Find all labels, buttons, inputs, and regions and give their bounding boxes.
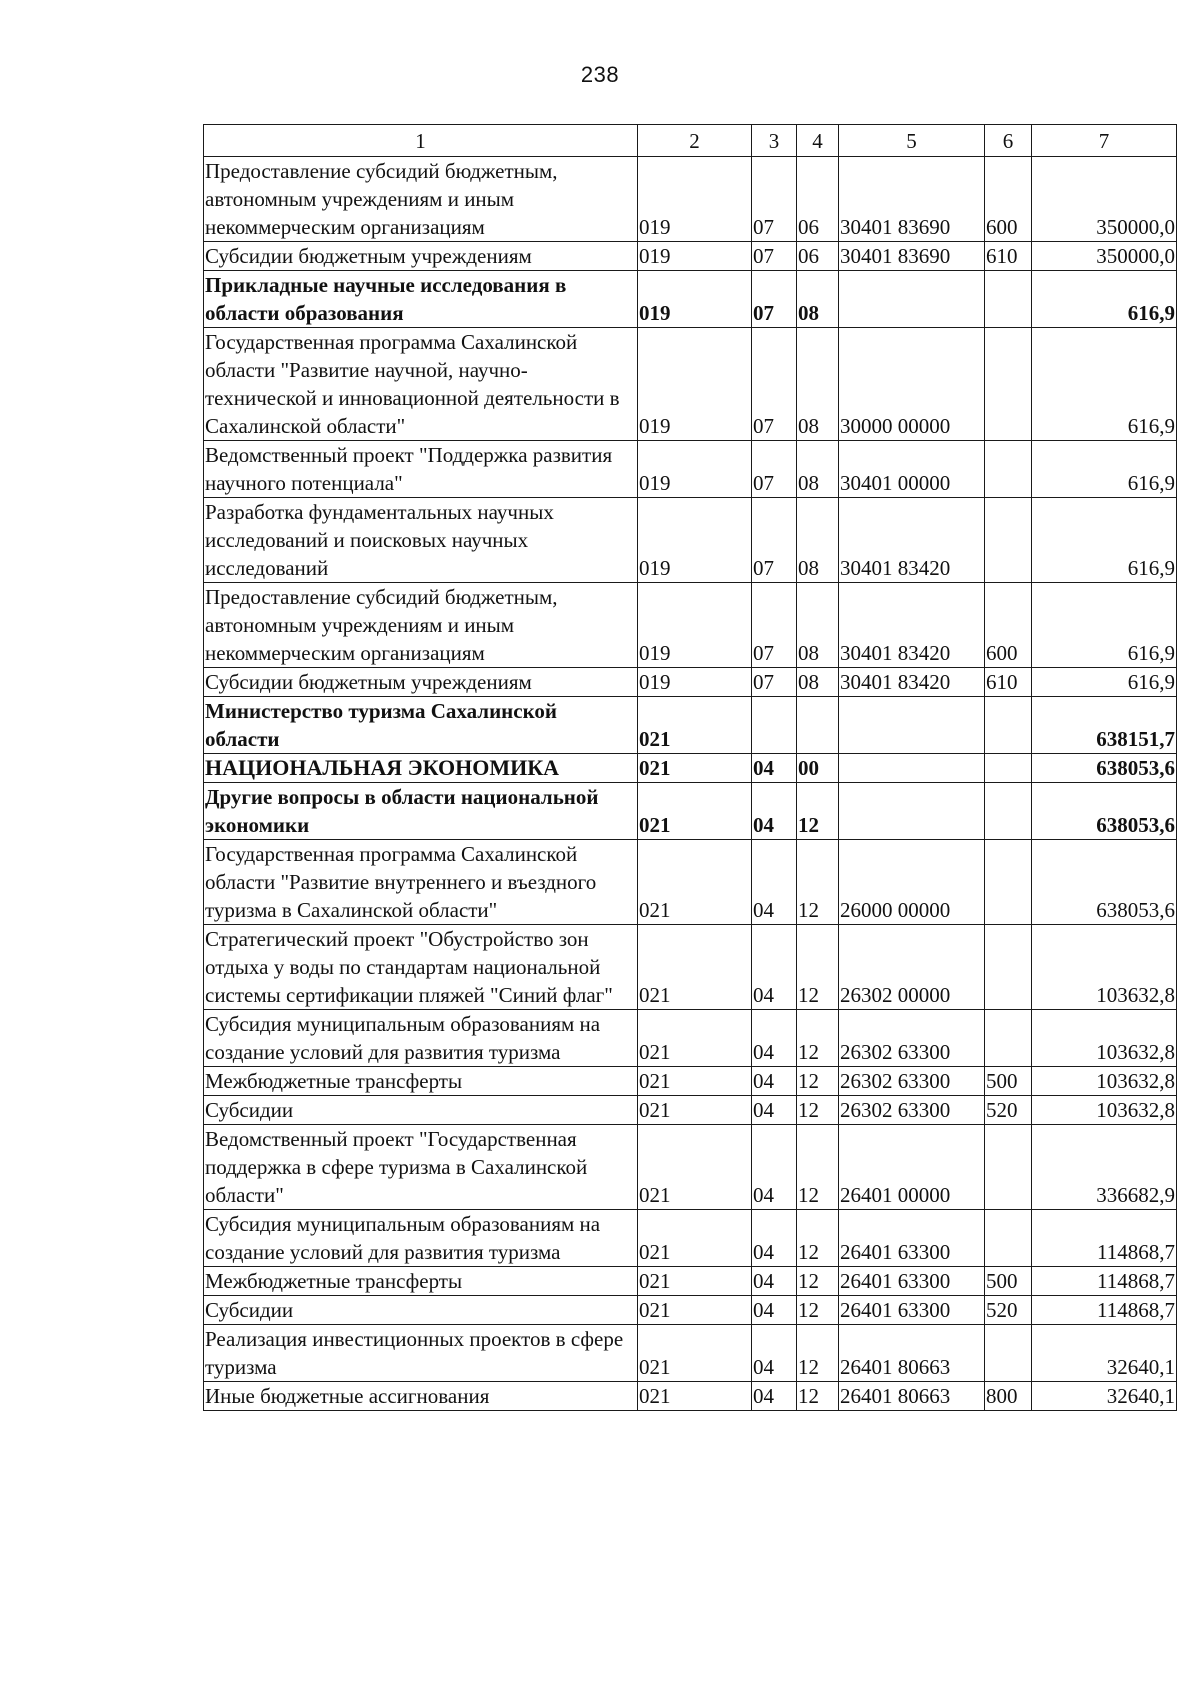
table-row bbox=[204, 1010, 1177, 1067]
row-ministry-code-cell: 021 bbox=[638, 783, 752, 840]
row-section-cell: 04 bbox=[752, 1325, 797, 1382]
header-col-2: 2 bbox=[638, 125, 752, 157]
row-amount-cell: 32640,1 bbox=[1032, 1382, 1177, 1411]
table-row bbox=[204, 1210, 1177, 1267]
row-name-cell: Субсидия муниципальным образованиям на создание условий для развития туризма bbox=[204, 1210, 638, 1267]
row-subsection-cell: 12 bbox=[797, 1010, 839, 1067]
row-amount-cell: 616,9 bbox=[1032, 441, 1177, 498]
row-subsection-cell: 12 bbox=[797, 1210, 839, 1267]
row-target-article-cell: 26302 63300 bbox=[839, 1067, 985, 1096]
row-ministry-code-cell: 019 bbox=[638, 242, 752, 271]
table-row bbox=[204, 498, 1177, 583]
table-row bbox=[204, 1267, 1177, 1296]
row-ministry-code-cell: 019 bbox=[638, 157, 752, 242]
header-col-5: 5 bbox=[839, 125, 985, 157]
row-section-cell: 04 bbox=[752, 840, 797, 925]
row-name-cell: Министерство туризма Сахалинской области bbox=[204, 697, 638, 754]
row-target-article-cell: 30401 83420 bbox=[839, 583, 985, 668]
row-name-cell: Другие вопросы в области национальной экономики bbox=[204, 783, 638, 840]
row-ministry-code-cell: 019 bbox=[638, 441, 752, 498]
row-amount-cell: 114868,7 bbox=[1032, 1296, 1177, 1325]
row-amount-cell: 638053,6 bbox=[1032, 840, 1177, 925]
row-name-cell: Предоставление субсидий бюджетным, автономным учреждениям и иным некоммерческим организациям bbox=[204, 157, 638, 242]
row-section-cell: 04 bbox=[752, 1210, 797, 1267]
row-subsection-cell: 06 bbox=[797, 157, 839, 242]
row-expense-type-cell: 500 bbox=[985, 1067, 1032, 1096]
row-expense-type-cell bbox=[985, 840, 1032, 925]
row-section-cell: 07 bbox=[752, 242, 797, 271]
row-amount-cell: 616,9 bbox=[1032, 271, 1177, 328]
row-amount-cell: 103632,8 bbox=[1032, 1067, 1177, 1096]
row-target-article-cell: 26401 63300 bbox=[839, 1210, 985, 1267]
row-ministry-code-cell: 021 bbox=[638, 1325, 752, 1382]
table-row bbox=[204, 1382, 1177, 1411]
table-row bbox=[204, 441, 1177, 498]
table-row bbox=[204, 1125, 1177, 1210]
row-expense-type-cell bbox=[985, 1325, 1032, 1382]
row-subsection-cell: 08 bbox=[797, 271, 839, 328]
row-section-cell: 04 bbox=[752, 1096, 797, 1125]
row-name-cell: Прикладные научные исследования в области образования bbox=[204, 271, 638, 328]
row-name-cell: Субсидии bbox=[204, 1096, 638, 1125]
table-row bbox=[204, 157, 1177, 242]
row-ministry-code-cell: 021 bbox=[638, 1267, 752, 1296]
row-subsection-cell: 08 bbox=[797, 583, 839, 668]
row-subsection-cell: 12 bbox=[797, 840, 839, 925]
header-col-6: 6 bbox=[985, 125, 1032, 157]
row-name-cell: Субсидия муниципальным образованиям на создание условий для развития туризма bbox=[204, 1010, 638, 1067]
row-expense-type-cell bbox=[985, 1125, 1032, 1210]
row-section-cell: 07 bbox=[752, 157, 797, 242]
table-row bbox=[204, 668, 1177, 697]
row-subsection-cell: 12 bbox=[797, 1067, 839, 1096]
row-subsection-cell: 08 bbox=[797, 498, 839, 583]
row-amount-cell: 616,9 bbox=[1032, 498, 1177, 583]
row-section-cell: 04 bbox=[752, 1067, 797, 1096]
row-name-cell: Стратегический проект "Обустройство зон отдыха у воды по стандартам национальной системы сертификации пляжей "Синий флаг" bbox=[204, 925, 638, 1010]
row-target-article-cell: 26401 63300 bbox=[839, 1296, 985, 1325]
row-name-cell: Субсидии bbox=[204, 1296, 638, 1325]
row-subsection-cell: 12 bbox=[797, 1125, 839, 1210]
row-target-article-cell: 26401 80663 bbox=[839, 1382, 985, 1411]
table-row bbox=[204, 925, 1177, 1010]
row-expense-type-cell: 600 bbox=[985, 157, 1032, 242]
row-ministry-code-cell: 021 bbox=[638, 754, 752, 783]
row-name-cell: Межбюджетные трансферты bbox=[204, 1067, 638, 1096]
row-section-cell: 04 bbox=[752, 1125, 797, 1210]
row-target-article-cell: 30401 83420 bbox=[839, 668, 985, 697]
row-target-article-cell: 30401 83690 bbox=[839, 157, 985, 242]
row-amount-cell: 616,9 bbox=[1032, 328, 1177, 441]
table-row bbox=[204, 783, 1177, 840]
table-row bbox=[204, 583, 1177, 668]
row-expense-type-cell: 520 bbox=[985, 1296, 1032, 1325]
row-expense-type-cell bbox=[985, 498, 1032, 583]
row-target-article-cell: 26401 63300 bbox=[839, 1267, 985, 1296]
table-row bbox=[204, 697, 1177, 754]
table-row bbox=[204, 1067, 1177, 1096]
row-section-cell: 04 bbox=[752, 1010, 797, 1067]
row-expense-type-cell bbox=[985, 271, 1032, 328]
row-section-cell: 07 bbox=[752, 583, 797, 668]
row-amount-cell: 336682,9 bbox=[1032, 1125, 1177, 1210]
row-target-article-cell: 26000 00000 bbox=[839, 840, 985, 925]
row-subsection-cell: 08 bbox=[797, 328, 839, 441]
table-row bbox=[204, 840, 1177, 925]
row-amount-cell: 616,9 bbox=[1032, 668, 1177, 697]
row-amount-cell: 638053,6 bbox=[1032, 783, 1177, 840]
row-target-article-cell: 30401 83420 bbox=[839, 498, 985, 583]
row-name-cell: Ведомственный проект "Государственная поддержка в сфере туризма в Сахалинской области" bbox=[204, 1125, 638, 1210]
row-amount-cell: 350000,0 bbox=[1032, 157, 1177, 242]
header-col-4: 4 bbox=[797, 125, 839, 157]
row-name-cell: Субсидии бюджетным учреждениям bbox=[204, 668, 638, 697]
row-expense-type-cell bbox=[985, 754, 1032, 783]
table-row bbox=[204, 754, 1177, 783]
row-expense-type-cell: 600 bbox=[985, 583, 1032, 668]
table-header bbox=[204, 125, 1177, 157]
row-name-cell: Реализация инвестиционных проектов в сфере туризма bbox=[204, 1325, 638, 1382]
row-ministry-code-cell: 019 bbox=[638, 498, 752, 583]
table-row bbox=[204, 1296, 1177, 1325]
row-target-article-cell: 26302 63300 bbox=[839, 1010, 985, 1067]
table-row bbox=[204, 242, 1177, 271]
row-subsection-cell: 12 bbox=[797, 1096, 839, 1125]
row-section-cell: 07 bbox=[752, 328, 797, 441]
row-ministry-code-cell: 021 bbox=[638, 1296, 752, 1325]
row-ministry-code-cell: 019 bbox=[638, 271, 752, 328]
table-row bbox=[204, 1325, 1177, 1382]
row-name-cell: Межбюджетные трансферты bbox=[204, 1267, 638, 1296]
row-expense-type-cell: 800 bbox=[985, 1382, 1032, 1411]
row-subsection-cell: 12 bbox=[797, 1296, 839, 1325]
row-ministry-code-cell: 021 bbox=[638, 1010, 752, 1067]
row-expense-type-cell bbox=[985, 925, 1032, 1010]
row-target-article-cell: 30000 00000 bbox=[839, 328, 985, 441]
row-target-article-cell bbox=[839, 697, 985, 754]
header-col-3: 3 bbox=[752, 125, 797, 157]
row-ministry-code-cell: 021 bbox=[638, 1096, 752, 1125]
row-ministry-code-cell: 021 bbox=[638, 1067, 752, 1096]
row-expense-type-cell bbox=[985, 1010, 1032, 1067]
row-expense-type-cell: 610 bbox=[985, 242, 1032, 271]
row-expense-type-cell: 610 bbox=[985, 668, 1032, 697]
row-amount-cell: 638053,6 bbox=[1032, 754, 1177, 783]
table-body bbox=[204, 157, 1177, 1411]
row-ministry-code-cell: 021 bbox=[638, 1382, 752, 1411]
header-col-7: 7 bbox=[1032, 125, 1177, 157]
row-name-cell: Ведомственный проект "Поддержка развития научного потенциала" bbox=[204, 441, 638, 498]
row-amount-cell: 103632,8 bbox=[1032, 1010, 1177, 1067]
row-target-article-cell: 26401 80663 bbox=[839, 1325, 985, 1382]
row-subsection-cell bbox=[797, 697, 839, 754]
row-section-cell: 04 bbox=[752, 1267, 797, 1296]
row-target-article-cell: 26302 63300 bbox=[839, 1096, 985, 1125]
row-ministry-code-cell: 021 bbox=[638, 1210, 752, 1267]
row-section-cell: 07 bbox=[752, 498, 797, 583]
row-name-cell: Государственная программа Сахалинской области "Развитие внутреннего и въездного туризма в Сахалинской области" bbox=[204, 840, 638, 925]
table-row bbox=[204, 1096, 1177, 1125]
row-subsection-cell: 08 bbox=[797, 668, 839, 697]
row-expense-type-cell bbox=[985, 441, 1032, 498]
row-section-cell: 04 bbox=[752, 1296, 797, 1325]
row-subsection-cell: 08 bbox=[797, 441, 839, 498]
row-section-cell: 04 bbox=[752, 783, 797, 840]
row-target-article-cell: 26401 00000 bbox=[839, 1125, 985, 1210]
row-subsection-cell: 12 bbox=[797, 1325, 839, 1382]
table-row bbox=[204, 271, 1177, 328]
row-amount-cell: 114868,7 bbox=[1032, 1210, 1177, 1267]
row-subsection-cell: 12 bbox=[797, 783, 839, 840]
row-section-cell: 07 bbox=[752, 668, 797, 697]
row-ministry-code-cell: 019 bbox=[638, 328, 752, 441]
row-subsection-cell: 12 bbox=[797, 925, 839, 1010]
row-section-cell: 04 bbox=[752, 1382, 797, 1411]
row-amount-cell: 616,9 bbox=[1032, 583, 1177, 668]
row-expense-type-cell bbox=[985, 697, 1032, 754]
row-expense-type-cell bbox=[985, 1210, 1032, 1267]
row-expense-type-cell: 520 bbox=[985, 1096, 1032, 1125]
row-target-article-cell bbox=[839, 271, 985, 328]
row-amount-cell: 103632,8 bbox=[1032, 925, 1177, 1010]
row-target-article-cell bbox=[839, 783, 985, 840]
page-number: 238 bbox=[580, 62, 620, 87]
row-section-cell: 07 bbox=[752, 441, 797, 498]
row-target-article-cell: 30401 00000 bbox=[839, 441, 985, 498]
table-row bbox=[204, 328, 1177, 441]
row-subsection-cell: 12 bbox=[797, 1267, 839, 1296]
row-ministry-code-cell: 021 bbox=[638, 925, 752, 1010]
row-name-cell: НАЦИОНАЛЬНАЯ ЭКОНОМИКА bbox=[204, 754, 638, 783]
row-expense-type-cell bbox=[985, 783, 1032, 840]
row-name-cell: Предоставление субсидий бюджетным, автономным учреждениям и иным некоммерческим организациям bbox=[204, 583, 638, 668]
row-expense-type-cell: 500 bbox=[985, 1267, 1032, 1296]
row-section-cell: 04 bbox=[752, 754, 797, 783]
row-ministry-code-cell: 021 bbox=[638, 697, 752, 754]
row-section-cell: 07 bbox=[752, 271, 797, 328]
row-target-article-cell: 30401 83690 bbox=[839, 242, 985, 271]
budget-table bbox=[203, 124, 1177, 1411]
row-subsection-cell: 06 bbox=[797, 242, 839, 271]
row-amount-cell: 103632,8 bbox=[1032, 1096, 1177, 1125]
row-name-cell: Иные бюджетные ассигнования bbox=[204, 1382, 638, 1411]
row-section-cell bbox=[752, 697, 797, 754]
row-name-cell: Государственная программа Сахалинской области "Развитие научной, научно-технической и инновационной деятельности в Сахалинской области" bbox=[204, 328, 638, 441]
row-ministry-code-cell: 019 bbox=[638, 583, 752, 668]
row-ministry-code-cell: 019 bbox=[638, 668, 752, 697]
row-subsection-cell: 12 bbox=[797, 1382, 839, 1411]
row-expense-type-cell bbox=[985, 328, 1032, 441]
row-section-cell: 04 bbox=[752, 925, 797, 1010]
row-name-cell: Субсидии бюджетным учреждениям bbox=[204, 242, 638, 271]
row-ministry-code-cell: 021 bbox=[638, 840, 752, 925]
row-target-article-cell: 26302 00000 bbox=[839, 925, 985, 1010]
header-col-1: 1 bbox=[204, 125, 638, 157]
row-amount-cell: 114868,7 bbox=[1032, 1267, 1177, 1296]
row-amount-cell: 638151,7 bbox=[1032, 697, 1177, 754]
row-ministry-code-cell: 021 bbox=[638, 1125, 752, 1210]
row-target-article-cell bbox=[839, 754, 985, 783]
header-row bbox=[204, 125, 1177, 157]
row-name-cell: Разработка фундаментальных научных исследований и поисковых научных исследований bbox=[204, 498, 638, 583]
row-amount-cell: 350000,0 bbox=[1032, 242, 1177, 271]
row-amount-cell: 32640,1 bbox=[1032, 1325, 1177, 1382]
row-subsection-cell: 00 bbox=[797, 754, 839, 783]
